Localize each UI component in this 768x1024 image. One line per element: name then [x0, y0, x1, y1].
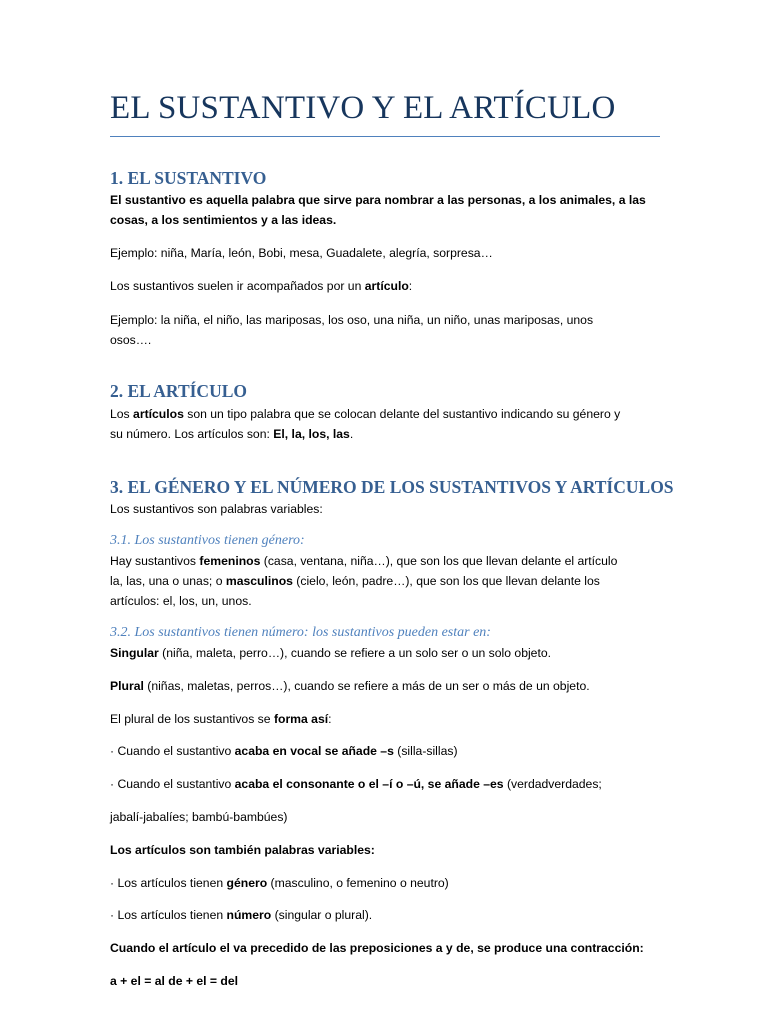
sustantivo-example-1: Ejemplo: niña, María, león, Bobi, mesa, Guadalete, alegría, sorpresa…: [110, 246, 493, 260]
rule-consonante: [110, 774, 670, 794]
document-title: EL SUSTANTIVO Y EL ARTÍCULO: [110, 90, 616, 126]
art-bold: El, la, los, las: [273, 427, 350, 441]
rule-consonante-examples: jabalí-jabalíes; bambú-bambúes): [110, 810, 288, 824]
heading-genero-numero: 3. EL GÉNERO Y EL NÚMERO DE LOS SUSTANTIVOS Y ARTÍCULOS: [110, 477, 674, 497]
rule-text: (verdadverdades;: [503, 777, 602, 791]
genero-paragraph: [110, 551, 670, 611]
art-text: son un tipo palabra que se colocan delante del sustantivo indicando su género y: [183, 407, 621, 421]
plural-text: (niñas, maletas, perros…), cuando se refiere a más de un ser o más de un objeto.: [143, 679, 590, 693]
ag-bold: género: [226, 876, 268, 890]
articulo-definition: [110, 404, 670, 444]
rule-vocal: [110, 741, 670, 761]
rule-bold: acaba el consonante o el –í o –ú, se añade –es: [234, 777, 504, 791]
rule-text: · Cuando el sustantivo: [110, 777, 235, 791]
articulo-genero: [110, 873, 670, 893]
plural-formation: [110, 709, 670, 729]
example-2-line-1: Ejemplo: la niña, el niño, las mariposas, los oso, una niña, un niño, unas mariposas, unos: [110, 313, 594, 327]
rule-text: (silla-sillas): [393, 744, 458, 758]
plural-line: [110, 676, 670, 696]
title-underline: [110, 136, 660, 137]
art-text: Los: [110, 407, 134, 421]
ag-text: · Los artículos tienen: [110, 876, 227, 890]
singular-text: (niña, maleta, perro…), cuando se refiere a un solo ser o un solo objeto.: [158, 646, 552, 660]
example-2-line-2: osos….: [110, 333, 152, 347]
sustantivo-articulo-note: [110, 276, 670, 296]
definition-line-1: El sustantivo es aquella palabra que sirve para nombrar a las personas, a los animales, a las: [110, 193, 646, 207]
contraccion-bold: Cuando el artículo el va precedido de las preposiciones a y de, se produce una contracción:: [110, 941, 644, 955]
art-text: su número. Los artículos son:: [110, 427, 274, 441]
subheading-numero: 3.2. Los sustantivos tienen número: los sustantivos pueden estar en:: [110, 625, 491, 640]
note-text: Los sustantivos suelen ir acompañados por un: [110, 279, 365, 293]
note-bold: artículo: [364, 279, 409, 293]
art-var-bold: Los artículos son también palabras variables:: [110, 843, 375, 857]
articulo-numero: [110, 905, 670, 925]
an-bold: número: [226, 908, 272, 922]
formula-bold: a + el = al de + el = del: [110, 974, 239, 988]
sustantivo-definition: [110, 190, 670, 230]
genero-text: (cielo, león, padre…), que son los que llevan delante los: [292, 574, 600, 588]
formation-colon: :: [328, 712, 332, 726]
singular-bold: Singular: [110, 646, 159, 660]
genero-text: la, las, una o unas; o: [110, 574, 226, 588]
plural-bold: Plural: [110, 679, 144, 693]
an-text: (singular o plural).: [271, 908, 373, 922]
formation-text: El plural de los sustantivos se: [110, 712, 274, 726]
contraccion-formula: [110, 971, 670, 991]
genero-text: artículos: el, los, un, unos.: [110, 594, 252, 608]
genero-text: Hay sustantivos: [110, 554, 200, 568]
rule-bold: acaba en vocal se añade –s: [234, 744, 394, 758]
an-text: · Los artículos tienen: [110, 908, 227, 922]
articulos-variables: [110, 840, 670, 860]
rule-text: · Cuando el sustantivo: [110, 744, 235, 758]
singular-line: [110, 643, 670, 663]
genero-bold: masculinos: [225, 574, 293, 588]
sustantivo-example-2: [110, 310, 670, 350]
contraccion-note: [110, 938, 670, 958]
art-bold: artículos: [133, 407, 184, 421]
definition-line-2: cosas, a los sentimientos y a las ideas.: [110, 213, 337, 227]
subheading-genero: 3.1. Los sustantivos tienen género:: [110, 533, 305, 548]
heading-sustantivo: 1. EL SUSTANTIVO: [110, 168, 267, 188]
variables-intro: Los sustantivos son palabras variables:: [110, 502, 323, 516]
genero-text: (casa, ventana, niña…), que son los que llevan delante el artículo: [260, 554, 618, 568]
note-colon: :: [408, 279, 413, 293]
heading-articulo: 2. EL ARTÍCULO: [110, 381, 247, 401]
art-text: .: [349, 427, 354, 441]
formation-bold: forma así: [273, 712, 329, 726]
ag-text: (masculino, o femenino o neutro): [267, 876, 449, 890]
genero-bold: femeninos: [199, 554, 261, 568]
